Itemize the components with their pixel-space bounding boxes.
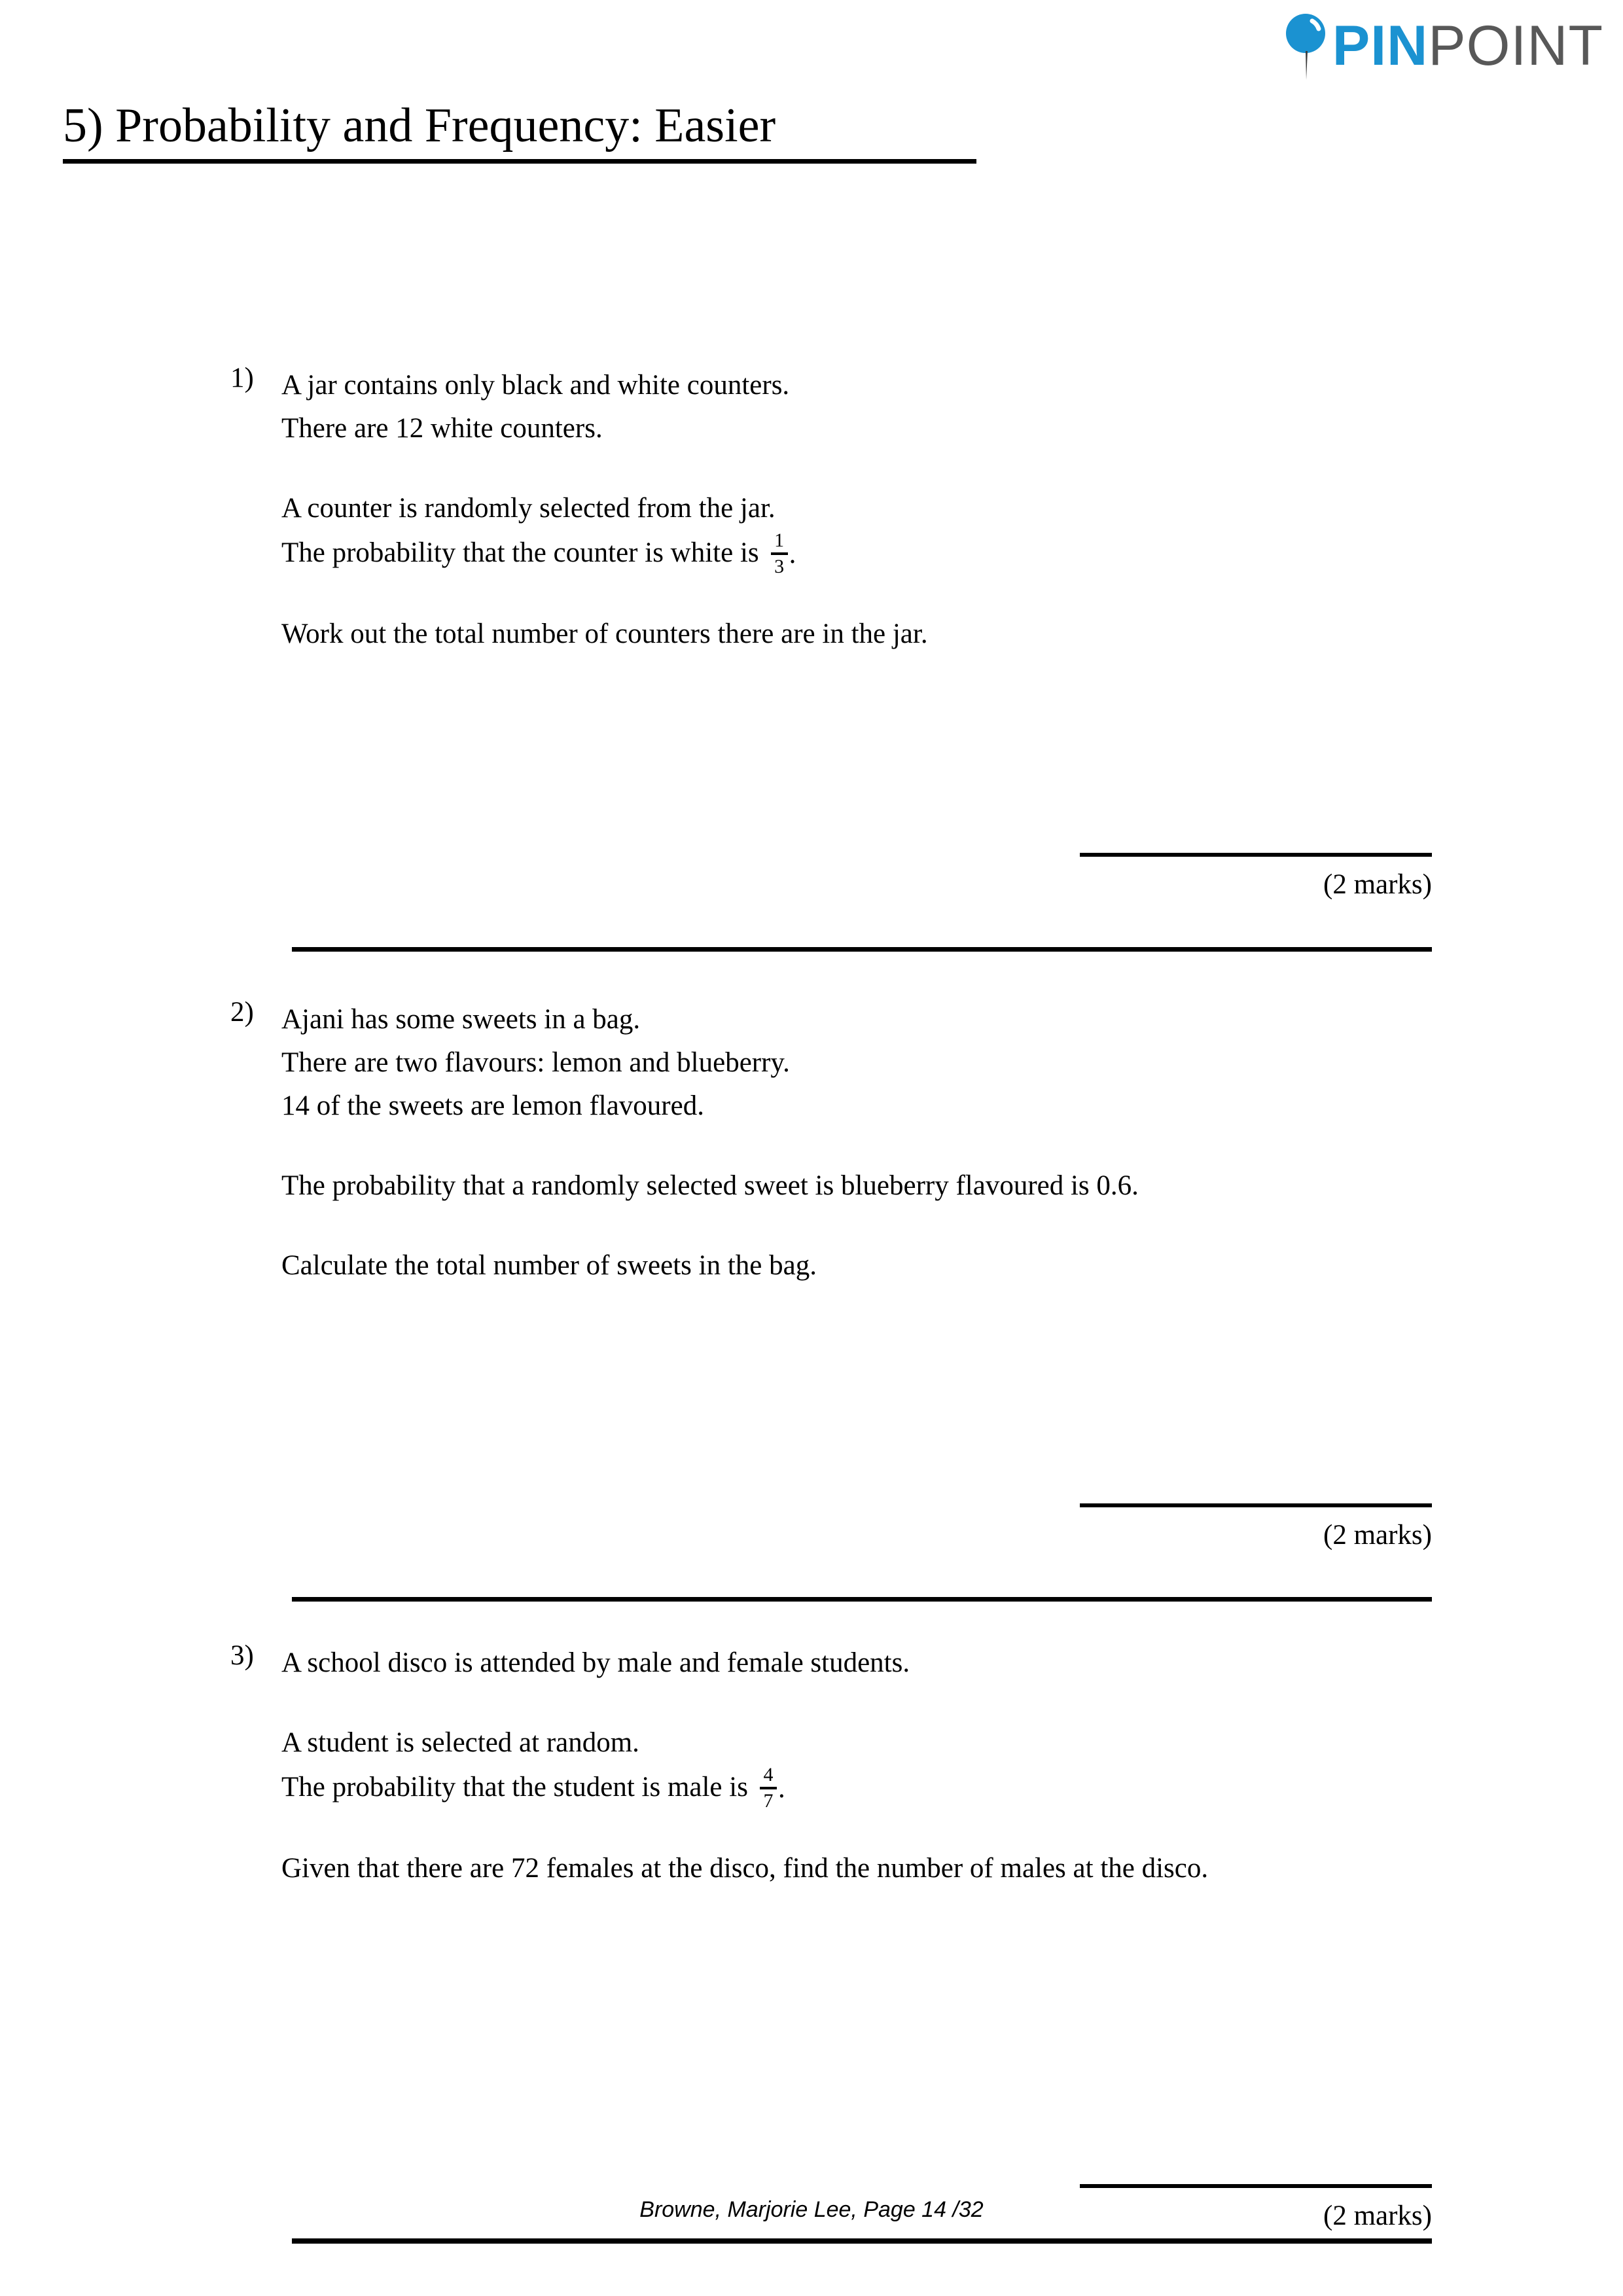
- question-1-number: 1): [230, 363, 254, 393]
- question-1-separator: [292, 947, 1432, 952]
- question-3-probability-period: .: [777, 1773, 785, 1804]
- fraction-denominator: 3: [774, 556, 785, 577]
- question-3-line-1: A school disco is attended by male and female students.: [281, 1647, 910, 1678]
- footer-attribution: Browne, Marjorie Lee, Page 14 /32: [639, 2197, 984, 2222]
- question-2: [230, 998, 1435, 1287]
- question-1-instruction: Work out the total number of counters there are in the jar.: [281, 619, 928, 649]
- question-1-body: [281, 364, 1435, 656]
- fraction-bar: [771, 552, 788, 555]
- question-3-marks: (2 marks): [1323, 2200, 1432, 2231]
- question-2-line-1: Ajani has some sweets in a bag.: [281, 1004, 641, 1035]
- question-3-probability-line: [281, 1765, 1435, 1810]
- question-1-answer-line[interactable]: [1080, 853, 1432, 857]
- question-3-instruction: Given that there are 72 females at the disco, find the number of males at the disco.: [281, 1853, 1209, 1884]
- question-2-marks: (2 marks): [1323, 1520, 1432, 1551]
- fraction-four-sevenths: [760, 1765, 777, 1811]
- question-1-line-2: There are 12 white counters.: [281, 413, 603, 444]
- fraction-denominator: 7: [763, 1790, 774, 1812]
- question-2-probability-line: The probability that a randomly selected sweet is blueberry flavoured is 0.6.: [281, 1170, 1139, 1201]
- question-2-instruction: Calculate the total number of sweets in the bag.: [281, 1250, 817, 1281]
- question-3-answer-line[interactable]: [1080, 2184, 1432, 2188]
- question-2-body: [281, 998, 1435, 1287]
- question-3-probability-text: The probability that the student is male is: [281, 1772, 748, 1803]
- question-3-body: [281, 1641, 1435, 1890]
- page-title-underline: [63, 159, 976, 164]
- question-3-number: 3): [230, 1640, 254, 1671]
- question-1-probability-period: .: [789, 539, 796, 569]
- question-2-answer-line[interactable]: [1080, 1503, 1432, 1507]
- question-1: [230, 364, 1435, 656]
- question-1-line-3: A counter is randomly selected from the jar.: [281, 493, 776, 524]
- question-2-line-2: There are two flavours: lemon and blueberry.: [281, 1047, 790, 1078]
- pinpoint-logo: [1285, 12, 1603, 80]
- logo-word-pin: PIN: [1332, 14, 1429, 77]
- fraction-bar: [760, 1787, 777, 1789]
- fraction-numerator: 4: [763, 1764, 774, 1785]
- question-2-number: 2): [230, 997, 254, 1028]
- page-title: 5) Probability and Frequency: Easier: [63, 99, 776, 152]
- map-pin-icon: [1285, 12, 1326, 80]
- question-1-probability-text: The probability that the counter is white is: [281, 537, 759, 568]
- question-3-line-2: A student is selected at random.: [281, 1727, 639, 1758]
- question-1-probability-line: [281, 530, 1435, 576]
- logo-word-point: POINT: [1428, 14, 1603, 77]
- fraction-numerator: 1: [774, 529, 785, 551]
- footer-separator: [292, 2238, 1432, 2244]
- question-3: [230, 1641, 1435, 1890]
- question-2-separator: [292, 1597, 1432, 1602]
- logo-wordmark: [1332, 14, 1603, 77]
- fraction-one-third: [771, 531, 788, 577]
- question-1-marks: (2 marks): [1323, 869, 1432, 900]
- question-1-line-1: A jar contains only black and white counters.: [281, 370, 790, 401]
- question-2-line-3: 14 of the sweets are lemon flavoured.: [281, 1090, 704, 1121]
